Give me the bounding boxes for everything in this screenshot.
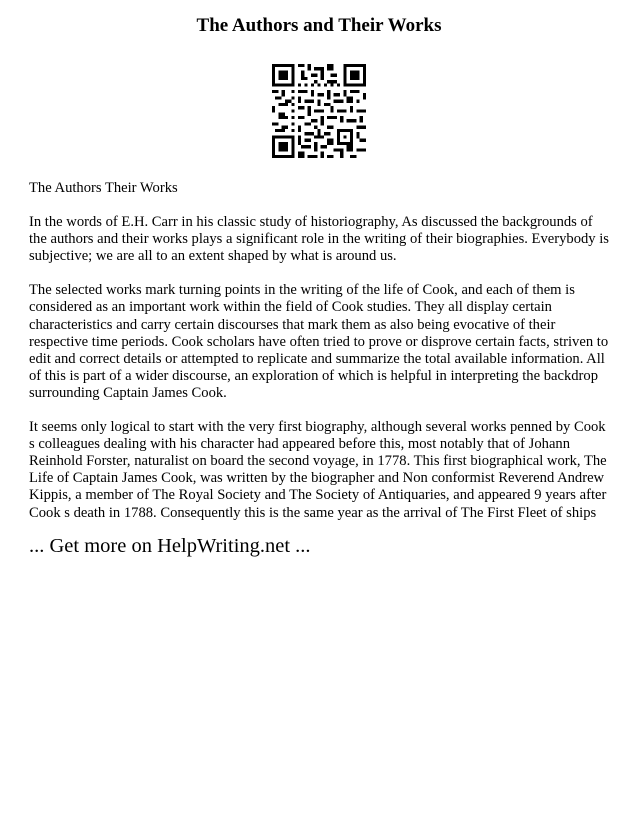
paragraph: The selected works mark turning points in the writing of the life of Cook, and each of them is considered as an important work within the field of Cook studies. They all display certain characteristics and carry certain discourses that mark them as also being evocative of their respective time periods. Cook scholars have often tried to prove or disprove certain facts, striven to edit and correct details or attempted to replicate and summarize the total available information. All of this is part of a wider discourse, an exploration of which is helpful in interpreting the backdrop surrounding Captain James Cook.	[29, 282, 609, 401]
get-more-link[interactable]: ... Get more on HelpWriting.net ...	[29, 535, 311, 557]
subtitle-line: The Authors Their Works	[29, 180, 178, 196]
qr-code-icon	[272, 64, 366, 158]
paragraph: It seems only logical to start with the very first biography, although several works penned by Cook s colleagues dealing with his character had appeared before this, most notably that of Johann Reinhold Forster, naturalist on board the second voyage, in 1778. This first biographical work, The Life of Captain James Cook, was written by the biographer and Non conformist Reverend Andrew Kippis, a member of The Royal Society and The Society of Antiquaries, and appeared 9 years after Cook s death in 1788. Consequently this is the same year as the arrival of The First Fleet of ships	[29, 419, 607, 521]
document-body	[29, 180, 614, 539]
paragraph: In the words of E.H. Carr in his classic study of historiography, As discussed the backgrounds of the authors and their works plays a significant role in the writing of their biographies. Everybody is subjective; we are all to an extent shaped by what is around us.	[29, 214, 609, 265]
page-title: The Authors and Their Works	[196, 15, 442, 36]
